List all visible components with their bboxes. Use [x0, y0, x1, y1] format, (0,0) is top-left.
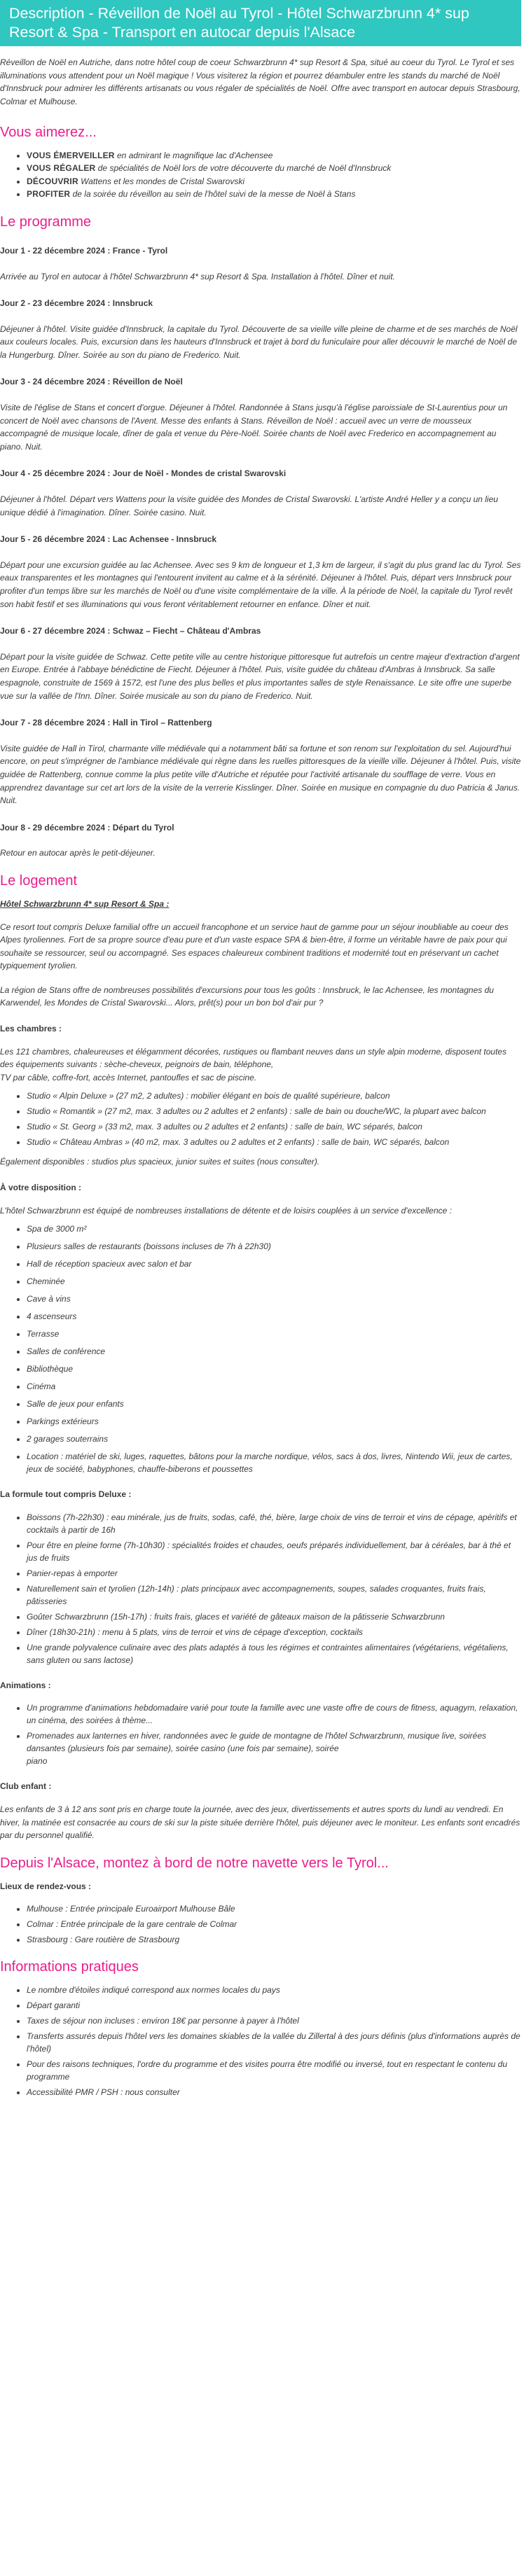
- formule-item: • Panier-repas à emporter: [27, 1567, 521, 1580]
- dispo-item: • Salle de jeux pour enfants: [27, 1398, 521, 1410]
- day-heading: Jour 6 - 27 décembre 2024 : Schwaz – Fiecht – Château d'Ambras: [0, 626, 261, 636]
- day-heading: Jour 3 - 24 décembre 2024 : Réveillon de Noël: [0, 377, 183, 387]
- chambres-text: Les 121 chambres, chaleureuses et élégamment décorées, rustiques ou flambant neuves dans un style alpin moderne, disposent toutes des équipements suivants : sèche-cheveux, peignoirs de bain, téléphone, TV par câble, coffre-fort, accès Internet, pantoufles et sac de piscine.: [0, 1046, 507, 1082]
- dispo-item: • Salles de conférence: [27, 1345, 521, 1358]
- dispo-item: • Cinéma: [27, 1380, 521, 1393]
- programme-days: [0, 244, 521, 860]
- animation-item: • Promenades aux lanternes en hiver, randonnées avec le guide de montagne de l'hôtel Schwarzbrunn, musique live, soirées dansantes (plusieurs fois par semaine), soirée casino (une fois par semaine), soirée piano: [27, 1729, 521, 1767]
- rendezvous-list: [0, 1902, 521, 1946]
- dispo-item: • Bibliothèque: [27, 1363, 521, 1375]
- aimez-item: • VOUS ÉMERVEILLER en admirant le magnifique lac d'Achensee: [27, 149, 521, 162]
- club-text: Les enfants de 3 à 12 ans sont pris en charge toute la journée, avec des jeux, divertissements et autres sports du lundi au vendredi. En hiver, la matinée est consacrée au cours de ski sur la piste située derrière l'hôtel, puis déjeuner avec le moniteur. Les enfants sont encadrés par du personnel qualifié.: [0, 1804, 520, 1841]
- room-item: • Studio « Château Ambras » (40 m2, max. 3 adultes ou 2 adultes et 2 enfants) : salle de bain, WC séparés, balcon: [27, 1136, 521, 1148]
- dispo-item: • Parkings extérieurs: [27, 1415, 521, 1428]
- infos-heading: Informations pratiques: [0, 1959, 139, 1975]
- formule-item: • Pour être en pleine forme (7h-10h30) : spécialités froides et chaudes, oeufs préparés individuellement, bar à céréales, bar à thé et jus de fruits: [27, 1539, 521, 1564]
- day-heading: Jour 4 - 25 décembre 2024 : Jour de Noël - Mondes de cristal Swarovski: [0, 468, 287, 479]
- day-heading: Jour 7 - 28 décembre 2024 : Hall in Tirol – Rattenberg: [0, 718, 212, 728]
- day-heading: Jour 2 - 23 décembre 2024 : Innsbruck: [0, 298, 153, 309]
- aimez-item: • PROFITER de la soirée du réveillon au sein de l'hôtel suivi de la messe de Noël à Stans: [27, 188, 521, 201]
- club-heading: Club enfant :: [0, 1781, 52, 1792]
- region-description: La région de Stans offre de nombreuses possibilités d'excursions pour tous les goûts : Innsbruck, le lac Achensee, les montagnes du Karwendel, les Mondes de Cristal Swarovski... Alors, prêt(s) pour un bon bol d'air pur ?: [0, 984, 494, 1008]
- infos-list: [0, 1984, 521, 2098]
- dispo-item: • Plusieurs salles de restaurants (boissons incluses de 7h à 22h30): [27, 1240, 521, 1253]
- info-item: • Taxes de séjour non incluses : environ 18€ par personne à payer à l'hôtel: [27, 2014, 521, 2027]
- rendezvous-heading: Lieux de rendez-vous :: [0, 1881, 92, 1891]
- dispo-heading: À votre disposition :: [0, 1183, 82, 1193]
- formule-heading: La formule tout compris Deluxe :: [0, 1489, 132, 1500]
- info-item: • Le nombre d'étoiles indiqué correspond aux normes locales du pays: [27, 1984, 521, 1996]
- programme-heading: Le programme: [0, 214, 92, 230]
- room-item: • Studio « St. Georg » (33 m2, max. 3 adultes ou 2 adultes et 2 enfants) : salle de bain, WC séparés, balcon: [27, 1120, 521, 1133]
- animations-list: [0, 1701, 521, 1767]
- day-text: Visite de l'église de Stans et concert d'orgue. Déjeuner à l'hôtel. Randonnée à Stans jusqu'à l'église paroissiale de St-Laurentius pour un concert de Noël avec chansons de l'Avent. Messe des enfants à Stans. Réveillon de Noël : accueil avec un verre de mousseux accompagné de musique locale, dîner de gala et venue du Père-Noël. Soirée chants de Noël avec Frederico en accompagnement au piano. Nuit.: [0, 403, 508, 452]
- dispo-item: • Spa de 3000 m²: [27, 1223, 521, 1235]
- animation-item: • Un programme d'animations hebdomadaire varié pour toute la famille avec une vaste offre de cours de fitness, aquagym, relaxation, un cinéma, des soirées à thème...: [27, 1701, 521, 1727]
- day-text: Départ pour une excursion guidée au lac Achensee. Avec ses 9 km de longueur et 1,3 km de largeur, il s'agit du plus grand lac du Tyrol. Ses eaux transparentes et les montagnes qui l'entourent invitent au calme et à la sérénité. Déjeuner à l'hôtel. Puis, départ vers Innsbruck pour profiter d'un temps libre sur les marchés de Noël ou d'une visite complémentaire de la ville. À la période de Noël, la capitale du Tyrol revêt son habit festif et ses illuminations qui vous feront véritablement retourner en enfance. Dîner et nuit.: [0, 559, 521, 609]
- room-item: • Studio « Alpin Deluxe » (27 m2, 2 adultes) : mobilier élégant en bois de qualité supérieure, balcon: [27, 1089, 521, 1102]
- day-heading: Jour 8 - 29 décembre 2024 : Départ du Tyrol: [0, 822, 174, 833]
- room-item: • Studio « Romantik » (27 m2, max. 3 adultes ou 2 adultes et 2 enfants) : salle de bain ou douche/WC, la plupart avec balcon: [27, 1105, 521, 1118]
- formule-item: • Boissons (7h-22h30) : eau minérale, jus de fruits, sodas, café, thé, bière, large choix de vins de terroir et vins de cépage, apéritifs et cocktails à partir de 16h: [27, 1511, 521, 1536]
- day-text: Visite guidée de Hall in Tirol, charmante ville médiévale qui a notamment bâti sa fortune et son renom sur l'exploitation du sel. Aujourd'hui encore, on peut s'imprégner de l'ambiance médiévale qui règne dans les ruelles pittoresques de la vieille ville. Déjeuner à l'hôtel. Puis, visite guidée de Rattenberg, connue comme la plus petite ville d'Autriche et réputée pour l'activité artisanale du soufflage de verre. Vous en apprendrez davantage sur cet art lors de la visite de la verrerie Kisslinger. Dîner. Soirée en musique en compagnie du duo Patricia & Janus. Nuit.: [0, 743, 521, 806]
- page-title: Description - Réveillon de Noël au Tyrol - Hôtel Schwarzbrunn 4* sup Resort & Spa - Transport en autocar depuis l'Alsace: [0, 0, 521, 46]
- info-item: • Accessibilité PMR / PSH : nous consulter: [27, 2086, 521, 2098]
- dispo-item: • 4 ascenseurs: [27, 1310, 521, 1323]
- info-item: • Départ garanti: [27, 1999, 521, 2012]
- day-heading: Jour 5 - 26 décembre 2024 : Lac Achensee - Innsbruck: [0, 534, 217, 545]
- dispo-list: [0, 1223, 521, 1475]
- intro-text: Réveillon de Noël en Autriche, dans notre hôtel coup de coeur Schwarzbrunn 4* sup Resort & Spa, situé au coeur du Tyrol. Le Tyrol et ses illuminations vous attendent pour un Noël magique ! Vous visiterez la région et pourrez déambuler entre les stands du marché de Noël d'Innsbruck pour admirer les différents artisanats ou vous régaler de spécialités de Noël. Offre avec transport en autocar depuis Strasbourg, Colmar et Mulhouse.: [0, 57, 520, 106]
- rooms-note: Également disponibles : studios plus spacieux, junior suites et suites (nous consulter).: [0, 1157, 320, 1167]
- alsace-heading: Depuis l'Alsace, montez à bord de notre navette vers le Tyrol...: [0, 1855, 389, 1871]
- rendezvous-item: • Colmar : Entrée principale de la gare centrale de Colmar: [27, 1918, 521, 1930]
- day-text: Déjeuner à l'hôtel. Départ vers Wattens pour la visite guidée des Mondes de Cristal Swarovski. L'artiste André Heller y a conçu un lieu unique dédié à l'imagination. Dîner. Soirée casino. Nuit.: [0, 494, 498, 517]
- day-text: Arrivée au Tyrol en autocar à l'hôtel Schwarzbrunn 4* sup Resort & Spa. Installation à l'hôtel. Dîner et nuit.: [0, 271, 395, 281]
- day-text: Départ pour la visite guidée de Schwaz. Cette petite ville au centre historique pittoresque fut autrefois un centre majeur d'extraction d'argent en Europe. Entrée à l'abbaye bénédictine de Fiecht. Déjeuner à l'hôtel. Puis, visite guidée du château d'Ambras à Innsbruck. Sa salle espagnole, construite de 1569 à 1572, est l'une des plus belles et plus importantes salles de style Renaissance. Le site offre une superbe vue sur la vallée de l'Inn. Dîner. Soirée musicale au son du piano de Frederico. Nuit.: [0, 651, 520, 701]
- dispo-item: • Hall de réception spacieux avec salon et bar: [27, 1258, 521, 1270]
- day-text: Déjeuner à l'hôtel. Visite guidée d'Innsbruck, la capitale du Tyrol. Découverte de sa vieille ville pleine de charme et de ses marchés de Noël aux couleurs locales. Puis, excursion dans les hauteurs d'Innsbruck et trajet à bord du funiculaire pour aller découvrir le marché de Noël de la Hungerburg. Dîner. Soirée au son du piano de Frederico. Nuit.: [0, 323, 518, 360]
- aimez-heading: Vous aimerez...: [0, 124, 97, 140]
- info-item: • Transferts assurés depuis l'hôtel vers les domaines skiables de la vallée du Zillertal à des jours définis (plus d'informations auprès de l'hôtel): [27, 2030, 521, 2055]
- animations-heading: Animations :: [0, 1680, 51, 1690]
- rendezvous-item: • Mulhouse : Entrée principale Euroairport Mulhouse Bâle: [27, 1902, 521, 1915]
- day-text: Retour en autocar après le petit-déjeuner.: [0, 848, 156, 858]
- hotel-description: Ce resort tout compris Deluxe familial offre un accueil francophone et un service haut de gamme pour un séjour inoubliable au coeur des Alpes tyroliennes. Fort de sa propre source d'eau pure et d'un vaste espace SPA & bien-être, il forme un véritable havre de paix pour qui souhaite se ressourcer, seul ou accompagné. Ses espaces chaleureux combinent traditions et modernité tout en préservant un cachet typiquement tyrolien.: [0, 921, 509, 971]
- dispo-item: • Location : matériel de ski, luges, raquettes, bâtons pour la marche nordique, vélos, sacs à dos, livres, Nintendo Wii, jeux de cartes, jeux de société, babyphones, chauffe-biberons et poussettes: [27, 1450, 521, 1475]
- info-item: • Pour des raisons techniques, l'ordre du programme et des visites pourra être modifié ou inversé, tout en respectant le contenu du programme: [27, 2058, 521, 2083]
- dispo-text: L'hôtel Schwarzbrunn est équipé de nombreuses installations de détente et de loisirs couplées à un service d'excellence :: [0, 1205, 452, 1216]
- dispo-item: • Cave à vins: [27, 1293, 521, 1305]
- formule-item: • Goûter Schwarzbrunn (15h-17h) : fruits frais, glaces et variété de gâteaux maison de la pâtisserie Schwarzbrunn: [27, 1610, 521, 1623]
- formule-item: • Une grande polyvalence culinaire avec des plats adaptés à tous les régimes et contraintes alimentaires (végétariens, végétaliens, sans gluten ou sans lactose): [27, 1641, 521, 1666]
- chambres-heading: Les chambres :: [0, 1024, 62, 1034]
- formule-item: • Dîner (18h30-21h) : menu à 5 plats, vins de terroir et vins de cépage d'exception, cocktails: [27, 1626, 521, 1638]
- formule-item: • Naturellement sain et tyrolien (12h-14h) : plats principaux avec accompagnements, soupes, salades croquantes, fruits frais, pâtisseries: [27, 1582, 521, 1608]
- rooms-list: [0, 1089, 521, 1148]
- dispo-item: • 2 garages souterrains: [27, 1433, 521, 1445]
- aimez-list: [0, 149, 521, 201]
- aimez-item: • VOUS RÉGALER de spécialités de Noël lors de votre découverte du marché de Noël d'Innsbruck: [27, 162, 521, 175]
- dispo-item: • Terrasse: [27, 1328, 521, 1340]
- aimez-item: • DÉCOUVRIR Wattens et les mondes de Cristal Swarovski: [27, 175, 521, 188]
- logement-heading: Le logement: [0, 872, 78, 889]
- rendezvous-item: • Strasbourg : Gare routière de Strasbourg: [27, 1933, 521, 1946]
- hotel-name: Hôtel Schwarzbrunn 4* sup Resort & Spa :: [0, 898, 170, 909]
- formule-list: [0, 1511, 521, 1666]
- dispo-item: • Cheminée: [27, 1275, 521, 1288]
- day-heading: Jour 1 - 22 décembre 2024 : France - Tyrol: [0, 245, 168, 256]
